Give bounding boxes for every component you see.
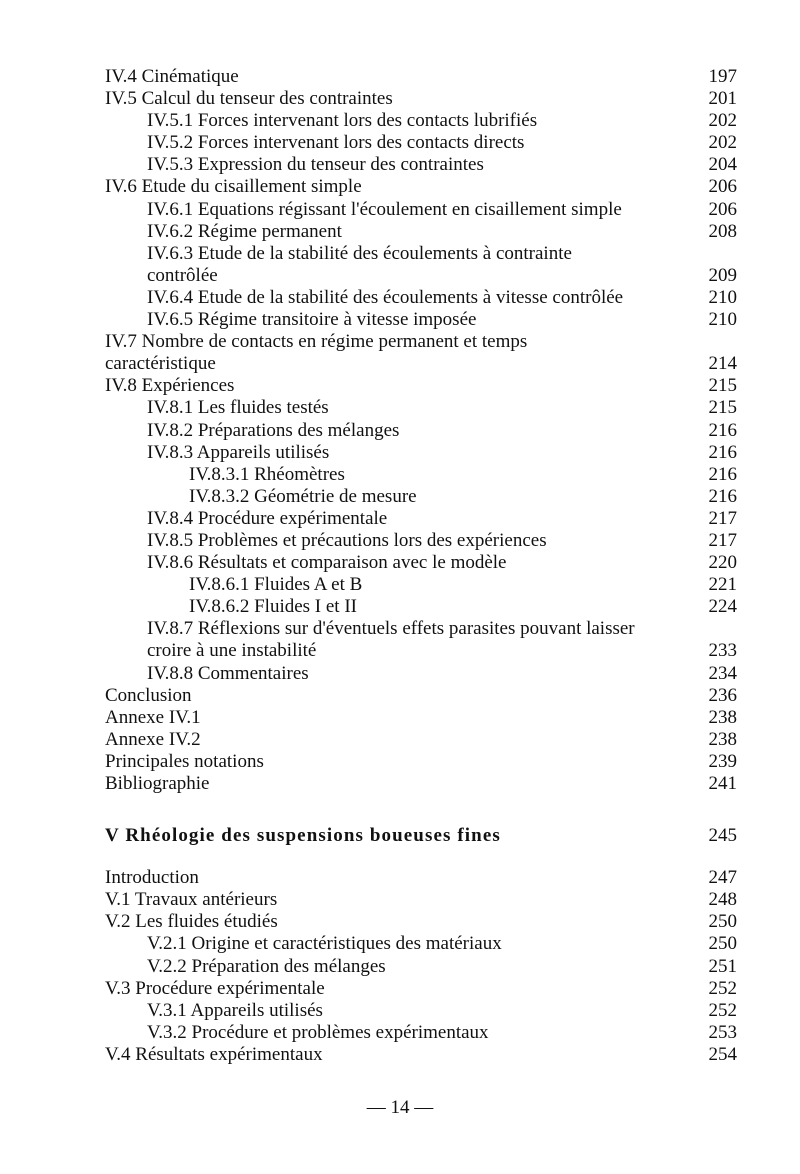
toc-entry-title: IV.5.2 Forces intervenant lors des contacts directs: [147, 132, 525, 154]
toc-entry: [105, 265, 737, 287]
toc-entry-page: 215: [708, 375, 737, 397]
toc-entry-page: 241: [708, 773, 737, 794]
toc-entry-page: 217: [708, 507, 737, 529]
toc-entry: [105, 552, 737, 574]
toc-entry: [105, 1022, 737, 1044]
toc-entry-page: 208: [708, 220, 737, 242]
toc-entry-page: 217: [708, 529, 737, 551]
toc-entry: [105, 243, 737, 265]
toc-entry-page: 250: [708, 933, 737, 955]
toc-entry: [105, 685, 737, 707]
toc-entry-title: IV.8.8 Commentaires: [147, 662, 309, 684]
toc-entry-title: IV.8.3.2 Géométrie de mesure: [189, 485, 417, 507]
toc-entry-title: IV.8.1 Les fluides testés: [147, 397, 329, 419]
toc-entry-page: 204: [708, 154, 737, 176]
toc-entry-title: IV.6.3 Etude de la stabilité des écoulements à contrainte: [147, 242, 572, 264]
toc-entry: [105, 773, 737, 795]
table-of-contents: [105, 66, 737, 1066]
toc-entry: [105, 176, 737, 198]
toc-entry-page: 248: [708, 889, 737, 911]
toc-entry-title: V.2.2 Préparation des mélanges: [147, 955, 386, 977]
toc-entry-title: IV.8 Expériences: [105, 375, 235, 397]
toc-entry-title: V.2.1 Origine et caractéristiques des matériaux: [147, 933, 502, 955]
toc-entry-page: 252: [708, 999, 737, 1021]
toc-entry: [105, 287, 737, 309]
toc-entry: [105, 442, 737, 464]
toc-entry-page: 210: [708, 309, 737, 331]
toc-entry-page: 224: [708, 596, 737, 618]
toc-entry-title: IV.5.1 Forces intervenant lors des contacts lubrifiés: [147, 110, 538, 132]
toc-entry-title: IV.8.3 Appareils utilisés: [147, 441, 330, 463]
toc-entry: [105, 1000, 737, 1022]
toc-entry: [105, 66, 737, 88]
toc-entry-page: 252: [708, 977, 737, 999]
toc-entry-page: 215: [708, 397, 737, 419]
toc-entry: [105, 88, 737, 110]
toc-entry-page: 239: [708, 750, 737, 772]
toc-entry-title: IV.8.6 Résultats et comparaison avec le modèle: [147, 552, 507, 574]
toc-entry-title: V.3 Procédure expérimentale: [105, 977, 325, 999]
toc-entry-page: 210: [708, 286, 737, 308]
toc-entry-title: IV.8.4 Procédure expérimentale: [147, 507, 388, 529]
toc-entry-title: IV.8.6.1 Fluides A et B: [189, 574, 363, 596]
toc-entry-title: V.3.2 Procédure et problèmes expérimentaux: [147, 1021, 489, 1043]
toc-entry: [105, 397, 737, 419]
toc-entry-page: 238: [708, 728, 737, 750]
toc-entry-page: 250: [708, 911, 737, 933]
toc-entry-title: V.1 Travaux antérieurs: [105, 889, 278, 911]
toc-entry: [105, 640, 737, 662]
toc-entry: [105, 221, 737, 243]
toc-entry-title: Annexe IV.2: [105, 728, 201, 750]
toc-entry-page: 216: [708, 463, 737, 485]
toc-entry: [105, 574, 737, 596]
toc-entry-title: contrôlée: [147, 264, 218, 286]
toc-entry-page: 233: [708, 640, 737, 662]
toc-entry: [105, 751, 737, 773]
toc-entry: [105, 486, 737, 508]
toc-entry: [105, 978, 737, 1000]
toc-entry-page: 216: [708, 441, 737, 463]
toc-entry: [105, 530, 737, 552]
toc-entry-title: IV.5.3 Expression du tenseur des contraintes: [147, 154, 484, 176]
toc-entry: [105, 375, 737, 397]
toc-entry-page: 197: [708, 66, 737, 87]
toc-entry-title: Conclusion: [105, 684, 192, 706]
toc-entry: [105, 956, 737, 978]
toc-entry: [105, 663, 737, 685]
toc-entry: [105, 132, 737, 154]
toc-entry-page: 251: [708, 955, 737, 977]
toc-entry: [105, 596, 737, 618]
toc-entry: [105, 1044, 737, 1066]
toc-entry-title: caractéristique: [105, 353, 216, 375]
toc-entry-page: 216: [708, 419, 737, 441]
toc-entry-title: V.3.1 Appareils utilisés: [147, 999, 323, 1021]
toc-entry-page: 247: [708, 867, 737, 889]
toc-entry: [105, 353, 737, 375]
toc-entry: [105, 331, 737, 353]
toc-entry: [105, 618, 737, 640]
toc-entry-page: 216: [708, 485, 737, 507]
toc-entry: [105, 464, 737, 486]
toc-entry-title: IV.5 Calcul du tenseur des contraintes: [105, 88, 393, 110]
toc-entry: [105, 911, 737, 933]
toc-entry: [105, 420, 737, 442]
chapter-title: V Rhéologie des suspensions boueuses fines: [105, 825, 501, 847]
toc-entry-title: IV.6.5 Régime transitoire à vitesse imposée: [147, 309, 477, 331]
toc-entry-title: Bibliographie: [105, 773, 210, 794]
toc-entry-page: 254: [708, 1043, 737, 1065]
toc-entry-page: 220: [708, 552, 737, 574]
toc-entry-page: 238: [708, 706, 737, 728]
toc-entry-page: 202: [708, 110, 737, 132]
chapter-heading: [105, 825, 737, 847]
toc-entry-title: IV.8.3.1 Rhéomètres: [189, 463, 345, 485]
toc-entry-title: Principales notations: [105, 750, 264, 772]
toc-entry-title: IV.8.5 Problèmes et précautions lors des expériences: [147, 529, 547, 551]
toc-entry: [105, 154, 737, 176]
toc-entry-page: 221: [708, 574, 737, 596]
toc-entry-title: Introduction: [105, 867, 199, 889]
toc-entry-title: IV.7 Nombre de contacts en régime permanent et temps: [105, 331, 528, 353]
toc-entry-title: IV.4 Cinématique: [105, 66, 239, 87]
chapter-page: 245: [708, 825, 737, 847]
toc-entry-title: Annexe IV.1: [105, 706, 201, 728]
toc-entry-title: IV.8.6.2 Fluides I et II: [189, 596, 357, 618]
toc-entry-title: croire à une instabilité: [147, 640, 317, 662]
page-number-footer: — 14 —: [366, 1097, 434, 1118]
toc-entry-page: 209: [708, 264, 737, 286]
toc-entry-title: IV.8.7 Réflexions sur d'éventuels effets parasites pouvant laisser: [147, 618, 635, 640]
toc-entry-title: IV.6 Etude du cisaillement simple: [105, 176, 362, 198]
toc-entry-page: 253: [708, 1021, 737, 1043]
toc-entry-title: V.2 Les fluides étudiés: [105, 911, 278, 933]
toc-entry: [105, 508, 737, 530]
toc-entry: [105, 729, 737, 751]
toc-entry: [105, 110, 737, 132]
toc-entry-title: V.4 Résultats expérimentaux: [105, 1043, 323, 1065]
toc-entry: [105, 933, 737, 955]
toc-entry: [105, 867, 737, 889]
toc-entry-title: IV.8.2 Préparations des mélanges: [147, 419, 400, 441]
toc-entry-page: 214: [708, 353, 737, 375]
toc-entry: [105, 889, 737, 911]
toc-entry-page: 206: [708, 176, 737, 198]
toc-entry-page: 206: [708, 198, 737, 220]
toc-entry-title: IV.6.2 Régime permanent: [147, 220, 342, 242]
toc-entry: [105, 199, 737, 221]
toc-entry: [105, 707, 737, 729]
toc-section-chapter-iv: [105, 66, 737, 795]
toc-entry-title: IV.6.1 Equations régissant l'écoulement en cisaillement simple: [147, 198, 622, 220]
toc-entry-page: 234: [708, 662, 737, 684]
toc-entry-title: IV.6.4 Etude de la stabilité des écoulements à vitesse contrôlée: [147, 286, 624, 308]
toc-section-chapter-v: [105, 867, 737, 1066]
toc-entry: [105, 309, 737, 331]
toc-entry-page: 236: [708, 684, 737, 706]
toc-entry-page: 201: [708, 88, 737, 110]
toc-entry-page: 202: [708, 132, 737, 154]
